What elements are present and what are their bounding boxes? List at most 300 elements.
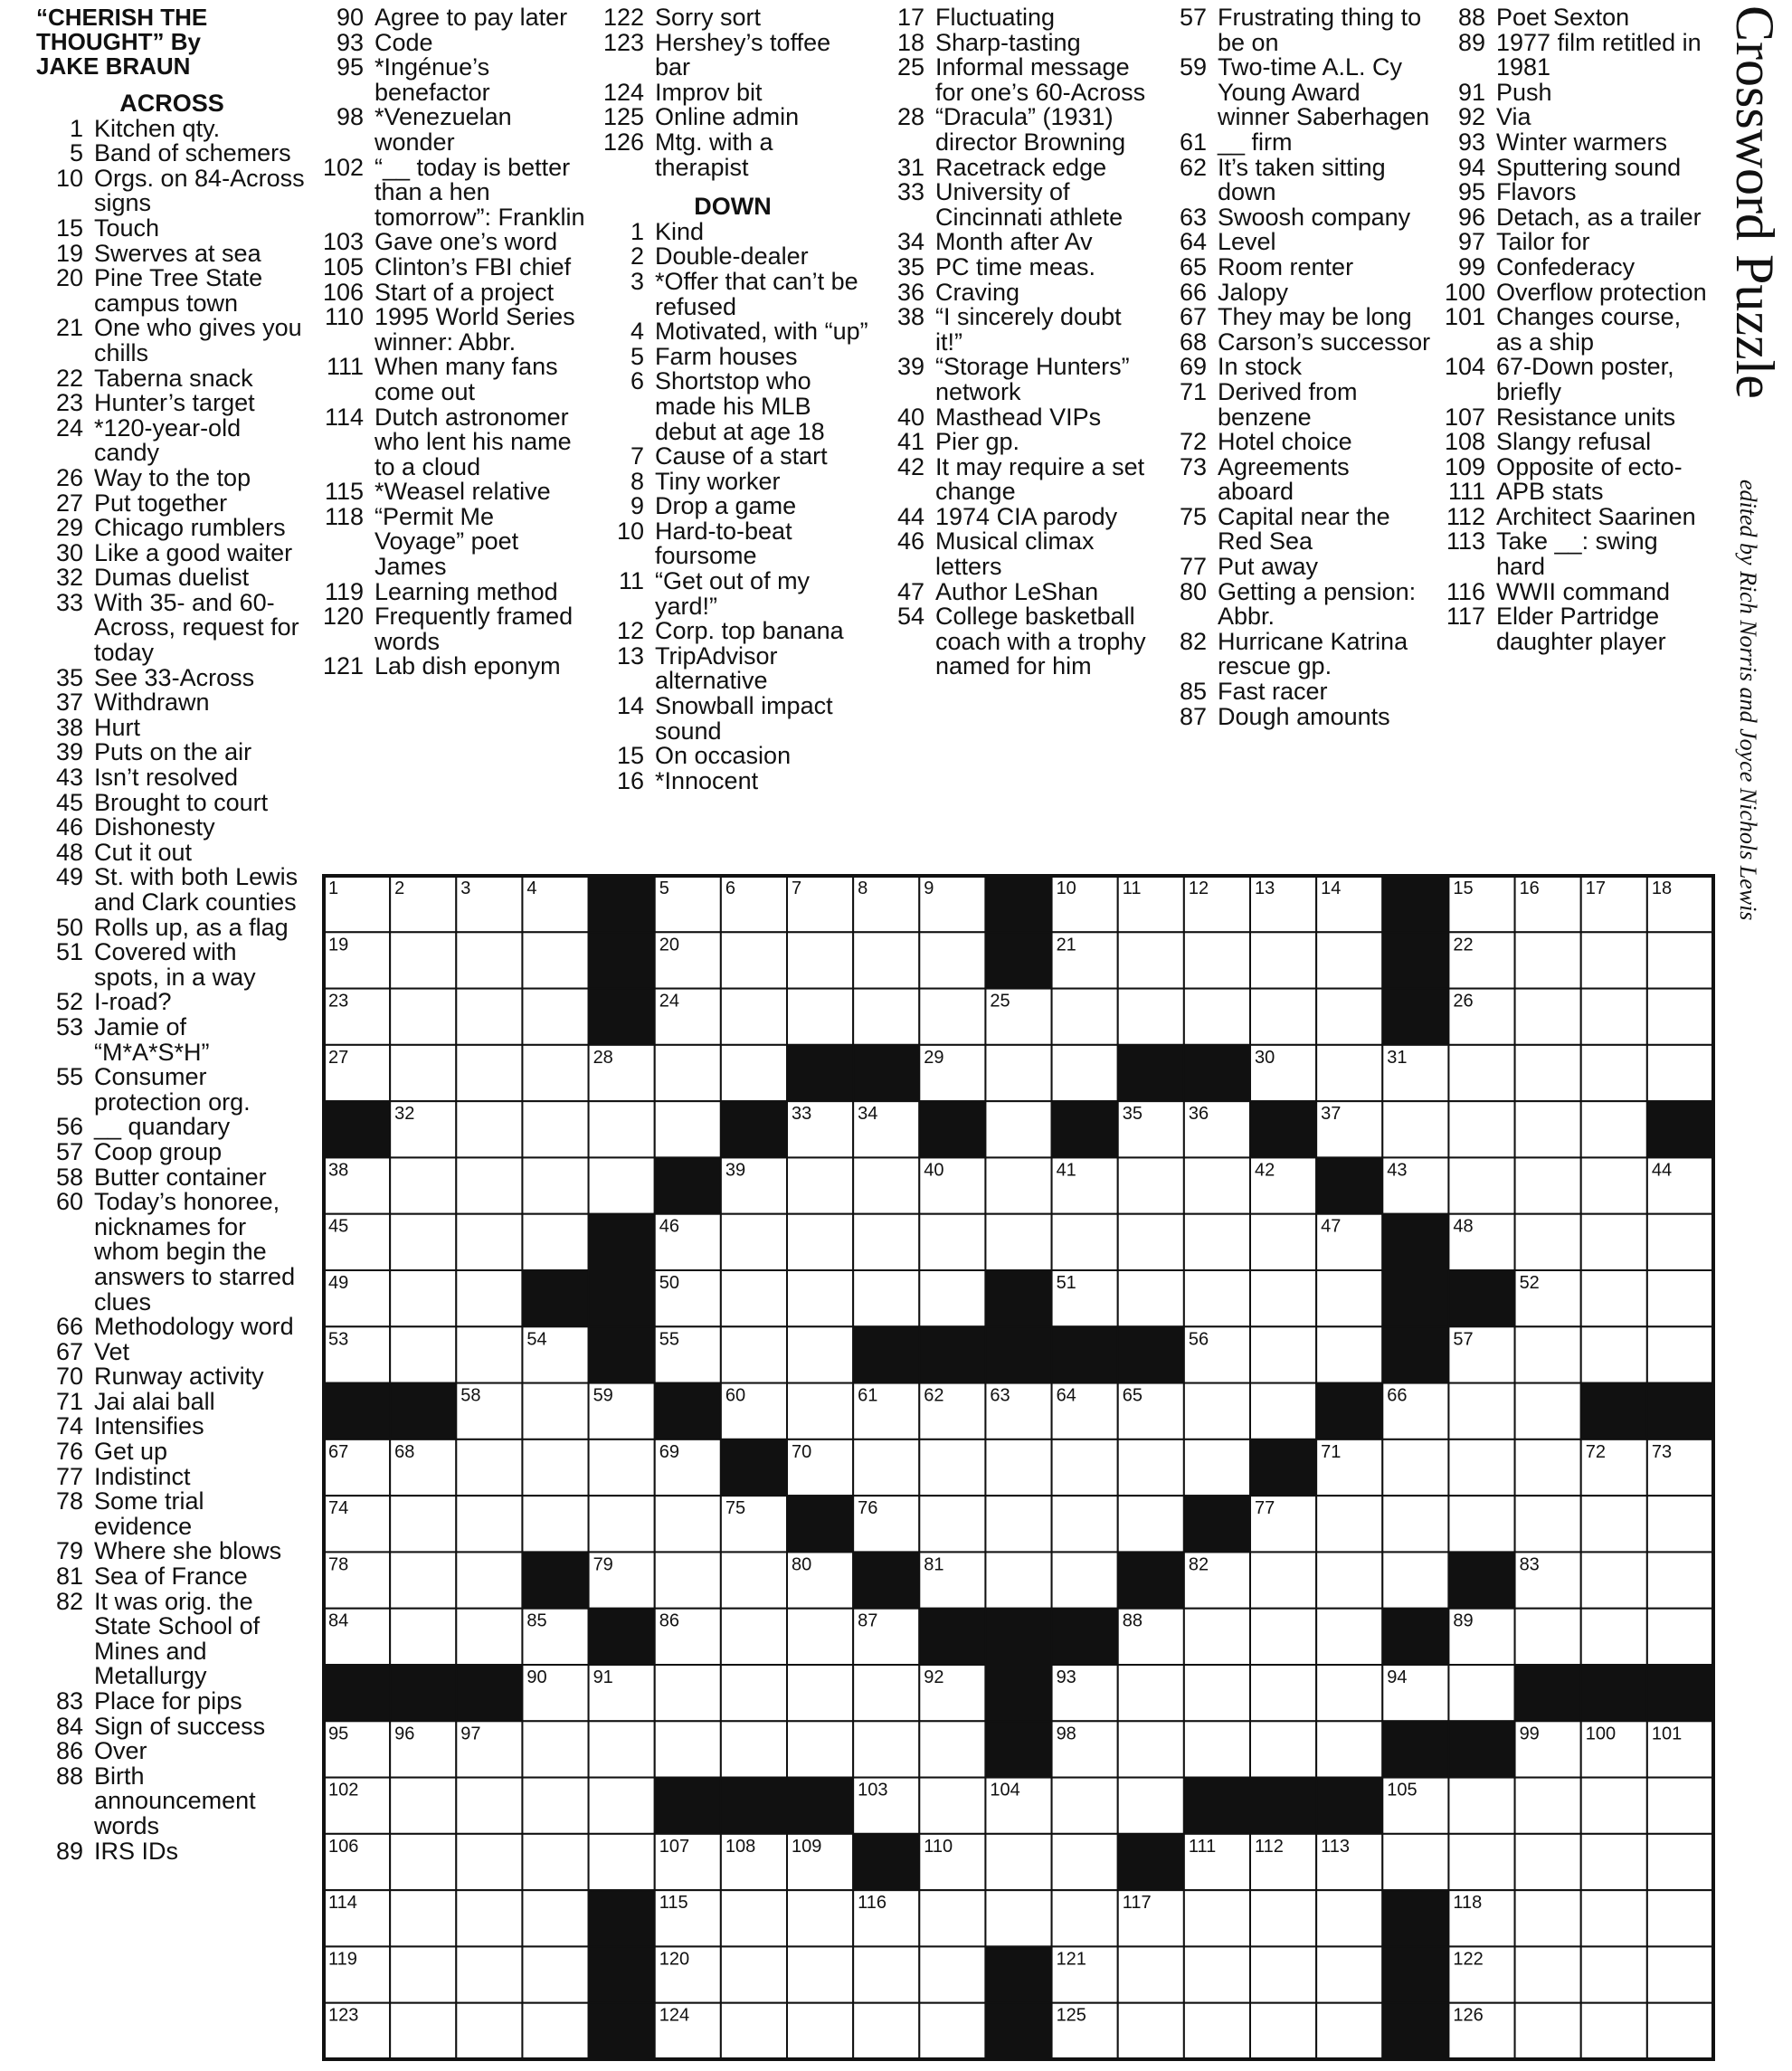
grid-cell[interactable]	[1647, 2003, 1713, 2059]
grid-cell[interactable]	[1316, 1721, 1382, 1777]
grid-block	[1250, 1778, 1316, 1834]
grid-cell[interactable]	[1581, 1101, 1647, 1157]
grid-cell[interactable]	[589, 1157, 655, 1213]
grid-cell[interactable]	[1316, 1045, 1382, 1101]
grid-cell[interactable]	[1052, 1778, 1118, 1834]
grid-cell[interactable]	[522, 1496, 588, 1552]
grid-cell[interactable]	[1250, 1214, 1316, 1270]
grid-cell[interactable]	[1581, 1890, 1647, 1946]
clue-text: Kitchen qty.	[94, 114, 221, 142]
grid-cell[interactable]	[721, 1609, 787, 1665]
grid-cell[interactable]	[522, 1157, 588, 1213]
grid-number: 36	[1188, 1104, 1209, 1125]
grid-cell[interactable]	[985, 1834, 1051, 1890]
grid-cell[interactable]	[919, 1439, 985, 1496]
grid-cell[interactable]	[390, 1496, 456, 1552]
grid-cell[interactable]	[853, 2003, 919, 2059]
grid-cell[interactable]	[390, 932, 456, 988]
clue-item	[1438, 130, 1710, 156]
grid-cell[interactable]	[522, 1890, 588, 1946]
grid-cell[interactable]	[853, 932, 919, 988]
crossword-grid-svg[interactable]	[322, 874, 1715, 2061]
clue-number: 63	[1179, 203, 1207, 231]
grid-cell[interactable]	[1647, 1326, 1713, 1382]
clue-number: 65	[1179, 252, 1207, 280]
clue-number: 47	[896, 577, 924, 605]
grid-cell[interactable]	[1581, 1778, 1647, 1834]
grid-number: 37	[1321, 1104, 1342, 1125]
grid-block	[589, 989, 655, 1045]
grid-cell[interactable]	[1250, 1383, 1316, 1439]
grid-cell[interactable]	[1316, 1270, 1382, 1326]
clue-item	[597, 244, 868, 270]
grid-cell[interactable]	[390, 1609, 456, 1665]
grid-cell[interactable]	[985, 1045, 1051, 1101]
grid-cell[interactable]	[1250, 2003, 1316, 2059]
grid-cell[interactable]	[390, 1946, 456, 2002]
grid-cell[interactable]	[1647, 989, 1713, 1045]
grid-cell[interactable]	[1118, 1665, 1184, 1721]
grid-cell[interactable]	[456, 1157, 522, 1213]
clue-number: 88	[1457, 4, 1485, 31]
clue-text: Where she blows	[94, 1537, 282, 1565]
grid-cell[interactable]	[853, 1439, 919, 1496]
clue-item	[317, 230, 588, 255]
grid-cell[interactable]	[721, 989, 787, 1045]
grid-block	[1515, 1665, 1581, 1721]
grid-cell[interactable]	[853, 1946, 919, 2002]
grid-cell[interactable]	[1184, 1383, 1250, 1439]
grid-cell[interactable]	[456, 1890, 522, 1946]
grid-cell[interactable]	[456, 989, 522, 1045]
grid-cell[interactable]	[1184, 1890, 1250, 1946]
grid-cell[interactable]	[721, 932, 787, 988]
grid-cell[interactable]	[1515, 1946, 1581, 2002]
grid-cell[interactable]	[721, 1946, 787, 2002]
grid-cell[interactable]	[919, 1496, 985, 1552]
grid-cell[interactable]	[919, 1270, 985, 1326]
grid-cell[interactable]	[721, 1045, 787, 1101]
grid-cell[interactable]	[1515, 1890, 1581, 1946]
grid-cell[interactable]	[1515, 1383, 1581, 1439]
grid-cell[interactable]	[1118, 1157, 1184, 1213]
grid-cell[interactable]	[522, 1045, 588, 1101]
grid-cell[interactable]	[1316, 1552, 1382, 1608]
grid-cell[interactable]	[1515, 932, 1581, 988]
grid-cell[interactable]	[390, 1157, 456, 1213]
grid-cell[interactable]	[787, 1326, 853, 1382]
clue-text: In stock	[1218, 353, 1303, 381]
grid-cell[interactable]	[721, 1890, 787, 1946]
grid-cell[interactable]	[787, 1383, 853, 1439]
clue-item	[1160, 130, 1431, 156]
grid-cell[interactable]	[1515, 1439, 1581, 1496]
grid-cell[interactable]	[919, 2003, 985, 2059]
clue-number: 39	[896, 353, 924, 381]
clue-item	[317, 55, 588, 105]
grid-cell[interactable]	[655, 1496, 721, 1552]
grid-cell[interactable]	[1581, 1946, 1647, 2002]
grid-cell[interactable]	[390, 1270, 456, 1326]
grid-cell[interactable]	[1118, 1721, 1184, 1777]
grid-number: 96	[394, 1724, 415, 1744]
grid-cell[interactable]	[655, 1665, 721, 1721]
grid-cell[interactable]	[721, 1214, 787, 1270]
grid-cell[interactable]	[1515, 1609, 1581, 1665]
grid-cell[interactable]	[787, 989, 853, 1045]
grid-cell[interactable]	[456, 2003, 522, 2059]
grid-cell[interactable]	[787, 1157, 853, 1213]
grid-cell[interactable]	[853, 1721, 919, 1777]
grid-cell[interactable]	[1184, 1609, 1250, 1665]
grid-cell[interactable]	[1250, 1890, 1316, 1946]
grid-cell[interactable]	[1647, 1270, 1713, 1326]
grid-cell[interactable]	[787, 1270, 853, 1326]
grid-cell[interactable]	[1316, 1890, 1382, 1946]
grid-block	[589, 876, 655, 932]
grid-number: 109	[792, 1836, 822, 1857]
grid-cell[interactable]	[1184, 2003, 1250, 2059]
grid-cell[interactable]	[1448, 1496, 1514, 1552]
grid-cell[interactable]	[390, 1214, 456, 1270]
clue-item	[877, 305, 1149, 355]
grid-cell[interactable]	[390, 1045, 456, 1101]
grid-cell[interactable]	[390, 1326, 456, 1382]
grid-cell[interactable]	[985, 1157, 1051, 1213]
grid-cell[interactable]	[1647, 932, 1713, 988]
grid-cell[interactable]	[456, 1496, 522, 1552]
grid-cell[interactable]	[1581, 1326, 1647, 1382]
clue-text: Dough amounts	[1218, 702, 1390, 730]
grid-cell[interactable]	[1581, 1496, 1647, 1552]
grid-cell[interactable]	[1581, 1045, 1647, 1101]
grid-cell[interactable]	[456, 1552, 522, 1608]
grid-cell[interactable]	[1647, 1609, 1713, 1665]
grid-cell[interactable]	[1250, 1665, 1316, 1721]
clue-item	[1438, 153, 1710, 181]
grid-cell[interactable]	[985, 1552, 1051, 1608]
clue-number: 72	[1179, 428, 1207, 456]
grid-cell[interactable]	[919, 1778, 985, 1834]
clue-item	[36, 391, 308, 416]
grid-cell[interactable]	[1581, 1270, 1647, 1326]
grid-cell[interactable]	[1647, 1890, 1713, 1946]
grid-cell[interactable]	[1316, 1496, 1382, 1552]
grid-cell[interactable]	[1316, 1665, 1382, 1721]
grid-cell[interactable]	[1515, 1834, 1581, 1890]
grid-cell[interactable]	[1118, 1946, 1184, 2002]
grid-cell[interactable]	[1515, 1214, 1581, 1270]
grid-cell[interactable]	[721, 1721, 787, 1777]
clue-number: 30	[55, 538, 83, 566]
grid-cell[interactable]	[1250, 1721, 1316, 1777]
clue-text: St. with both Lewis and Clark counties	[94, 863, 299, 916]
grid-cell[interactable]	[1316, 989, 1382, 1045]
grid-cell[interactable]	[1250, 1946, 1316, 2002]
grid-cell[interactable]	[1448, 1045, 1514, 1101]
grid-cell[interactable]	[1647, 1778, 1713, 1834]
grid-cell[interactable]	[1118, 1214, 1184, 1270]
clue-number: 119	[324, 577, 364, 605]
grid-cell[interactable]	[1515, 1778, 1581, 1834]
grid-cell[interactable]	[1448, 1439, 1514, 1496]
grid-cell[interactable]	[1581, 2003, 1647, 2059]
grid-cell[interactable]	[1515, 1101, 1581, 1157]
grid-cell[interactable]	[1184, 1721, 1250, 1777]
grid-cell[interactable]	[1118, 1270, 1184, 1326]
grid-cell[interactable]	[919, 1214, 985, 1270]
grid-cell[interactable]	[1052, 1496, 1118, 1552]
grid-cell[interactable]	[1052, 989, 1118, 1045]
grid-cell[interactable]	[1184, 1214, 1250, 1270]
grid-cell[interactable]	[1647, 1214, 1713, 1270]
grid-cell[interactable]	[390, 1552, 456, 1608]
grid-cell[interactable]	[919, 932, 985, 988]
grid-cell[interactable]	[787, 1890, 853, 1946]
grid-cell[interactable]	[985, 1890, 1051, 1946]
grid-cell[interactable]	[1184, 932, 1250, 988]
grid-cell[interactable]	[1052, 1834, 1118, 1890]
grid-cell[interactable]	[1118, 1439, 1184, 1496]
grid-cell[interactable]	[1184, 1157, 1250, 1213]
grid-number: 115	[659, 1893, 688, 1914]
grid-cell[interactable]	[589, 1496, 655, 1552]
grid-cell[interactable]	[787, 1721, 853, 1777]
grid-cell[interactable]	[721, 2003, 787, 2059]
grid-cell[interactable]	[655, 1552, 721, 1608]
grid-cell[interactable]	[390, 989, 456, 1045]
grid-cell[interactable]	[456, 1045, 522, 1101]
grid-cell[interactable]	[1515, 2003, 1581, 2059]
grid-cell[interactable]	[1052, 1890, 1118, 1946]
grid-cell[interactable]	[589, 1834, 655, 1890]
grid-cell[interactable]	[522, 1721, 588, 1777]
grid-cell[interactable]	[1250, 932, 1316, 988]
grid-cell[interactable]	[1250, 1609, 1316, 1665]
grid-number: 118	[1453, 1893, 1483, 1914]
grid-cell[interactable]	[721, 1665, 787, 1721]
clue-item	[877, 252, 1149, 280]
grid-cell[interactable]	[522, 989, 588, 1045]
grid-cell[interactable]	[1382, 1496, 1448, 1552]
grid-cell[interactable]	[787, 2003, 853, 2059]
grid-cell[interactable]	[1647, 1834, 1713, 1890]
grid-cell[interactable]	[522, 932, 588, 988]
grid-cell[interactable]	[1118, 1496, 1184, 1552]
grid-cell[interactable]	[985, 1496, 1051, 1552]
grid-cell[interactable]	[1052, 1045, 1118, 1101]
grid-cell[interactable]	[1382, 1834, 1448, 1890]
grid-cell[interactable]	[390, 2003, 456, 2059]
grid-cell[interactable]	[1250, 989, 1316, 1045]
clue-number: 54	[896, 603, 924, 631]
grid-cell[interactable]	[522, 1101, 588, 1157]
grid-cell[interactable]	[985, 1439, 1051, 1496]
grid-cell[interactable]	[1316, 932, 1382, 988]
grid-cell[interactable]	[1118, 989, 1184, 1045]
grid-number: 18	[1651, 879, 1673, 898]
grid-cell[interactable]	[522, 1383, 588, 1439]
grid-cell[interactable]	[1448, 1383, 1514, 1439]
grid-cell[interactable]	[456, 1946, 522, 2002]
grid-cell[interactable]	[721, 1270, 787, 1326]
grid-cell[interactable]	[1250, 1552, 1316, 1608]
grid-cell[interactable]	[522, 1439, 588, 1496]
grid-cell[interactable]	[1581, 1552, 1647, 1608]
grid-cell[interactable]	[787, 1665, 853, 1721]
grid-cell[interactable]	[1581, 932, 1647, 988]
grid-cell[interactable]	[456, 1214, 522, 1270]
grid-block	[1581, 1383, 1647, 1439]
grid-number: 26	[1453, 991, 1474, 1012]
grid-cell[interactable]	[1515, 1045, 1581, 1101]
clue-number: 34	[896, 228, 924, 256]
grid-cell[interactable]	[1250, 1326, 1316, 1382]
grid-cell[interactable]	[456, 1101, 522, 1157]
clue-item	[1438, 452, 1710, 480]
clue-number: 95	[1457, 178, 1485, 206]
clue-text: Jamie of “M*A*S*H”	[94, 1012, 210, 1066]
grid-cell[interactable]	[522, 2003, 588, 2059]
grid-cell[interactable]	[1515, 989, 1581, 1045]
grid-cell[interactable]	[522, 1946, 588, 2002]
clue-item	[36, 1364, 308, 1390]
grid-cell[interactable]	[1316, 2003, 1382, 2059]
clue-number: 33	[896, 178, 924, 206]
grid-cell[interactable]	[456, 1439, 522, 1496]
grid-block	[1052, 1326, 1118, 1382]
clue-text: Jalopy	[1218, 278, 1289, 306]
grid-cell[interactable]	[456, 1270, 522, 1326]
clue-item	[597, 105, 868, 130]
clue-text: With 35- and 60-Across, request for today	[94, 588, 299, 667]
grid-cell[interactable]	[1184, 1439, 1250, 1496]
grid-cell[interactable]	[721, 1552, 787, 1608]
grid-cell[interactable]	[390, 1890, 456, 1946]
grid-cell[interactable]	[1052, 1439, 1118, 1496]
grid-cell[interactable]	[1581, 1157, 1647, 1213]
grid-cell[interactable]	[853, 1270, 919, 1326]
clue-number: 101	[1444, 303, 1485, 331]
grid-cell[interactable]	[1647, 1946, 1713, 2002]
clue-item	[317, 502, 588, 581]
grid-cell[interactable]	[589, 1721, 655, 1777]
grid-cell[interactable]	[787, 1609, 853, 1665]
grid-cell[interactable]	[655, 1721, 721, 1777]
grid-cell[interactable]	[1184, 1665, 1250, 1721]
grid-cell[interactable]	[919, 1890, 985, 1946]
grid-cell[interactable]	[1382, 1101, 1448, 1157]
clue-number: 39	[55, 738, 83, 766]
grid-cell[interactable]	[1052, 1214, 1118, 1270]
grid-cell[interactable]	[985, 1214, 1051, 1270]
grid-cell[interactable]	[1184, 1946, 1250, 2002]
grid-cell[interactable]	[1515, 1157, 1581, 1213]
grid-cell[interactable]	[985, 1101, 1051, 1157]
grid-cell[interactable]	[919, 989, 985, 1045]
grid-cell[interactable]	[721, 1326, 787, 1382]
grid-cell[interactable]	[1581, 1609, 1647, 1665]
grid-cell[interactable]	[589, 1101, 655, 1157]
clue-text: Corp. top banana	[655, 617, 844, 645]
grid-number: 90	[526, 1667, 547, 1687]
grid-cell[interactable]	[853, 1157, 919, 1213]
grid-cell[interactable]	[655, 1101, 721, 1157]
grid-cell[interactable]	[1052, 1552, 1118, 1608]
grid-cell[interactable]	[655, 1045, 721, 1101]
grid-cell[interactable]	[1250, 1270, 1316, 1326]
grid-cell[interactable]	[787, 1946, 853, 2002]
grid-cell[interactable]	[1581, 1834, 1647, 1890]
grid-cell[interactable]	[1316, 1609, 1382, 1665]
grid-cell[interactable]	[1448, 1157, 1514, 1213]
grid-cell[interactable]	[1448, 1778, 1514, 1834]
grid-cell[interactable]	[589, 1778, 655, 1834]
grid-cell[interactable]	[589, 1439, 655, 1496]
grid-cell[interactable]	[456, 1326, 522, 1382]
grid-cell[interactable]	[1647, 1552, 1713, 1608]
grid-cell[interactable]	[1118, 2003, 1184, 2059]
grid-cell[interactable]	[787, 1214, 853, 1270]
clue-number: 116	[1446, 577, 1485, 605]
grid-cell[interactable]	[787, 932, 853, 988]
grid-cell[interactable]	[522, 1778, 588, 1834]
grid-cell[interactable]	[456, 1778, 522, 1834]
grid-cell[interactable]	[919, 1946, 985, 2002]
grid-cell[interactable]	[390, 1834, 456, 1890]
grid-cell[interactable]	[456, 1834, 522, 1890]
grid-cell[interactable]	[456, 932, 522, 988]
grid-cell[interactable]	[1316, 1326, 1382, 1382]
grid-cell[interactable]	[1316, 1946, 1382, 2002]
grid-cell[interactable]	[853, 989, 919, 1045]
grid-cell[interactable]	[1382, 1552, 1448, 1608]
grid-number: 5	[659, 879, 669, 898]
grid-cell[interactable]	[1448, 1834, 1514, 1890]
grid-block	[1316, 1778, 1382, 1834]
grid-cell[interactable]	[853, 1665, 919, 1721]
grid-block	[985, 1665, 1051, 1721]
puzzle-author: JAKE BRAUN	[36, 52, 191, 80]
grid-cell[interactable]	[456, 1609, 522, 1665]
grid-cell[interactable]	[1515, 1496, 1581, 1552]
clue-item	[36, 713, 308, 741]
grid-cell[interactable]	[853, 1214, 919, 1270]
grid-cell[interactable]	[390, 1778, 456, 1834]
grid-cell[interactable]	[1647, 1045, 1713, 1101]
grid-cell[interactable]	[1515, 1326, 1581, 1382]
grid-cell[interactable]	[1118, 1778, 1184, 1834]
grid-cell[interactable]	[1647, 1496, 1713, 1552]
grid-cell[interactable]	[1448, 1101, 1514, 1157]
clue-text: Clinton’s FBI chief	[375, 252, 572, 280]
grid-cell[interactable]	[1184, 989, 1250, 1045]
clue-text: Detach, as a trailer	[1496, 203, 1702, 231]
grid-cell[interactable]	[919, 1721, 985, 1777]
grid-cell[interactable]	[522, 1834, 588, 1890]
down-clue-list-4	[1438, 5, 1710, 654]
grid-cell[interactable]	[522, 1214, 588, 1270]
grid-cell[interactable]	[1581, 989, 1647, 1045]
grid-cell[interactable]	[1448, 1665, 1514, 1721]
crossword-grid[interactable]	[322, 874, 1715, 2061]
grid-cell[interactable]	[1382, 1439, 1448, 1496]
grid-number: 110	[924, 1836, 953, 1857]
grid-cell[interactable]	[1184, 1270, 1250, 1326]
grid-cell[interactable]	[1118, 932, 1184, 988]
grid-block	[1118, 1834, 1184, 1890]
grid-cell[interactable]	[1581, 1214, 1647, 1270]
